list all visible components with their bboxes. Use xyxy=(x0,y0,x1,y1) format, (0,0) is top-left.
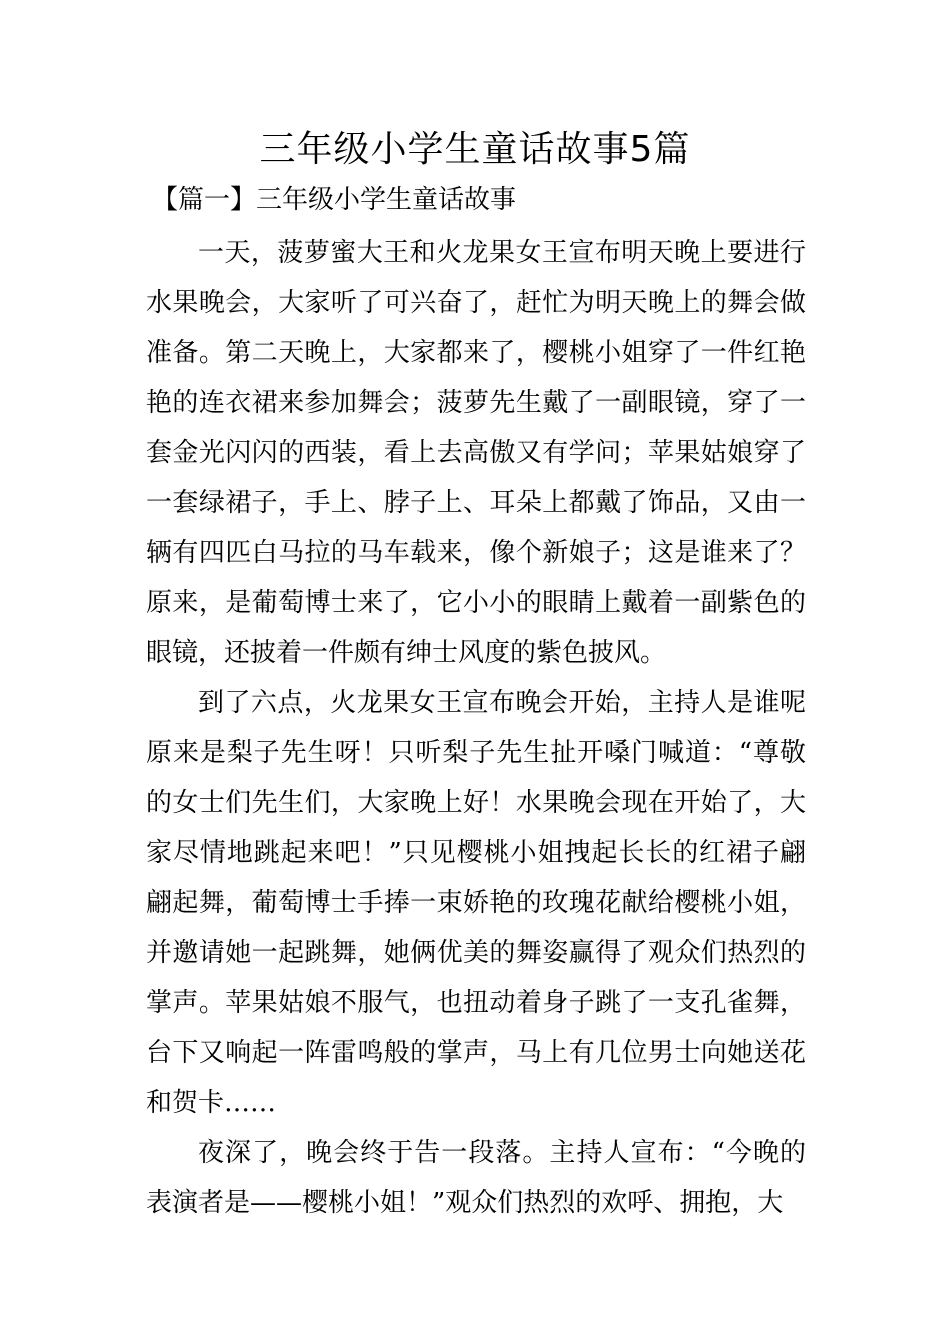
section-heading: 【篇一】三年级小学生童话故事 xyxy=(152,185,517,215)
paragraph-1: 一天，菠萝蜜大王和火龙果女王宣布明天晚上要进行水果晚会，大家听了可兴奋了，赶忙为明天晚上的舞会做准备。第二天晚上，大家都来了，樱桃小姐穿了一件红艳艳的连衣裙来参加舞会；菠萝先生戴了一副眼镜，穿了一套金光闪闪的西装，看上去高傲又有学问；苹果姑娘穿了一套绿裙子，手上、脖子上、耳朵上都戴了饰品，又由一辆有四匹白马拉的马车载来，像个新娘子；这是谁来了？原来，是葡萄博士来了，它小小的眼睛上戴着一副紫色的眼镜，还披着一件颇有绅士风度的紫色披风。 xyxy=(146,238,806,668)
story-body xyxy=(146,228,806,1228)
paragraph-3: 夜深了，晚会终于告一段落。主持人宣布：“今晚的表演者是——樱桃小姐！”观众们热烈的欢呼、拥抱，大 xyxy=(146,1138,806,1218)
document-title: 三年级小学生童话故事5篇 xyxy=(259,129,691,170)
paragraph-2: 到了六点，火龙果女王宣布晚会开始，主持人是谁呢原来是梨子先生呀！只听梨子先生扯开嗓门喊道：“尊敬的女士们先生们，大家晚上好！水果晚会现在开始了，大家尽情地跳起来吧！”只见樱桃小姐拽起长长的红裙子翩翩起舞，葡萄博士手捧一束娇艳的玫瑰花献给樱桃小姐，并邀请她一起跳舞，她俩优美的舞姿赢得了观众们热烈的掌声。苹果姑娘不服气，也扭动着身子跳了一支孔雀舞，台下又响起一阵雷鸣般的掌声，马上有几位男士向她送花和贺卡…… xyxy=(146,688,806,1118)
